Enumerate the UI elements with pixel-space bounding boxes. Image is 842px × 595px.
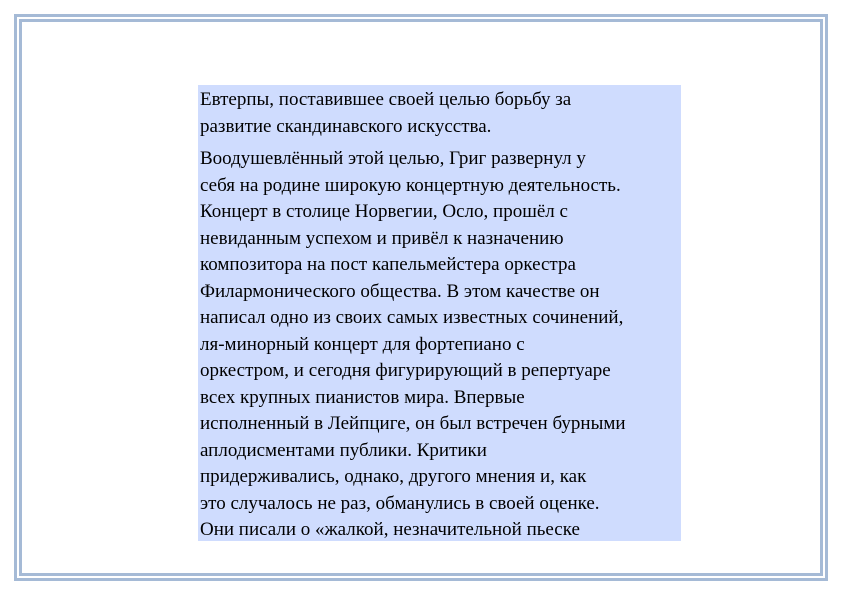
- text-line: ля-минорный концерт для фортепиано с: [200, 333, 525, 355]
- text-line: это случалось не раз, обманулись в своей оценке.: [200, 492, 600, 514]
- text-line: композитора на пост капельмейстера оркестра: [200, 254, 576, 275]
- paragraph-1: [200, 87, 681, 140]
- text-line: аплодисментами публики. Критики: [200, 439, 487, 461]
- text-line: исполненный в Лейпциге, он был встречен бурными: [200, 413, 626, 434]
- text-line: невиданным успехом и привёл к назначению: [200, 227, 564, 249]
- text-line: всех крупных пианистов мира. Впервые: [200, 386, 525, 408]
- text-line: Они писали о «жалкой, незначительной пьеске: [200, 519, 580, 540]
- text-line: Концерт в столице Норвегии, Осло, прошёл с: [200, 201, 568, 222]
- text-line: оркестром, и сегодня фигурирующий в репертуаре: [200, 360, 611, 381]
- text-line: себя на родине широкую концертную деятельность.: [200, 174, 621, 196]
- text-line: Воодушевлённый этой целью, Григ развернул у: [200, 148, 586, 169]
- paragraph-2: [200, 146, 681, 541]
- text-line: придерживались, однако, другого мнения и, как: [200, 466, 587, 487]
- text-line: Филармонического общества. В этом качестве он: [200, 280, 600, 302]
- text-line: написал одно из своих самых известных сочинений,: [200, 307, 624, 328]
- text-line: Евтерпы, поставившее своей целью борьбу за: [200, 89, 572, 110]
- text-line: развитие скандинавского искусства.: [200, 115, 492, 137]
- text-block: [198, 85, 681, 541]
